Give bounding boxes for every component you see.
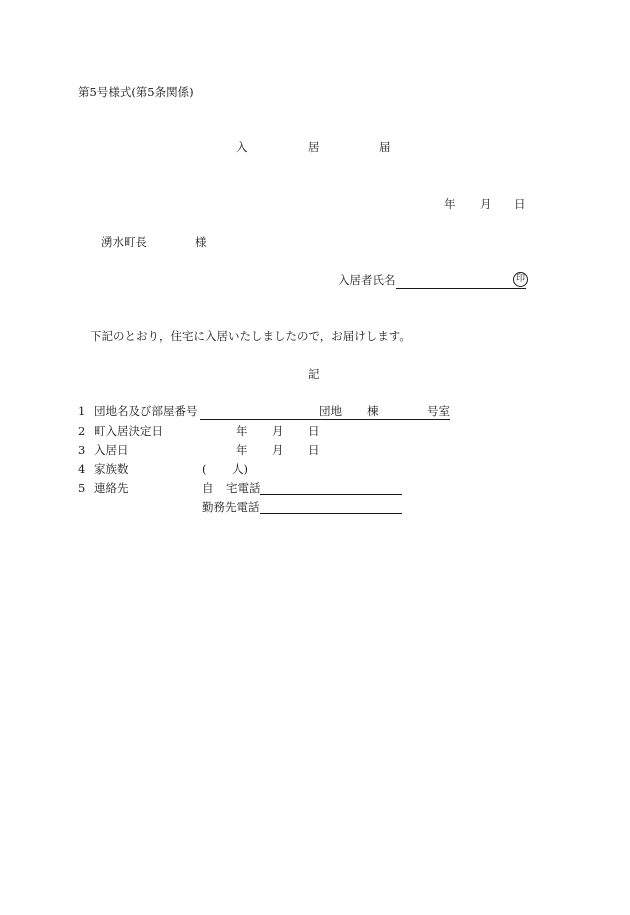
item-2-day: 日	[308, 424, 320, 438]
item-1-number: 1	[78, 404, 86, 418]
item-3-year: 年	[236, 443, 248, 457]
ki-heading: 記	[308, 367, 320, 381]
addressee-honorific: 様	[195, 235, 207, 249]
item-2-number: 2	[78, 424, 86, 438]
work-phone-label: 勤務先電話	[202, 500, 260, 514]
danchi-name-field[interactable]	[200, 404, 318, 419]
item-1-danchi: 団地	[319, 404, 342, 418]
item-1-goshitsu: 号室	[427, 404, 450, 418]
family-count-field[interactable]	[210, 462, 230, 477]
item-2-label: 町入居決定日	[94, 424, 163, 438]
applicant-name-label: 入居者氏名	[338, 273, 396, 287]
item-5-label: 連絡先	[94, 481, 129, 495]
date-day-label: 日	[514, 197, 526, 211]
room-number-field[interactable]	[380, 404, 426, 419]
item-1-underline	[200, 419, 450, 420]
addressee-name: 湧水町長	[101, 235, 147, 249]
item-4-unit: 人)	[232, 462, 248, 476]
item-4-open-paren: (	[202, 462, 207, 476]
item-3-day: 日	[308, 443, 320, 457]
form-number: 第5号様式(第5条関係)	[78, 85, 194, 99]
home-phone-label-b: 宅電話	[226, 481, 261, 495]
item-3-number: 3	[78, 443, 86, 457]
title-char-3: 届	[379, 140, 391, 154]
applicant-name-field[interactable]	[396, 288, 526, 289]
seal-mark: 印	[513, 272, 528, 287]
date-month-label: 月	[480, 197, 492, 211]
item-2-month: 月	[272, 424, 284, 438]
item-3-month: 月	[272, 443, 284, 457]
home-phone-field[interactable]	[260, 494, 402, 495]
home-phone-label-a: 自	[202, 481, 214, 495]
work-phone-field[interactable]	[260, 513, 402, 514]
item-3-label: 入居日	[94, 443, 129, 457]
item-4-label: 家族数	[94, 462, 129, 476]
item-2-year: 年	[236, 424, 248, 438]
item-5-number: 5	[78, 481, 86, 495]
title-char-1: 入	[236, 140, 248, 154]
item-4-number: 4	[78, 462, 86, 476]
item-1-label: 団地名及び部屋番号	[94, 404, 198, 418]
title-char-2: 居	[308, 140, 320, 154]
building-number-field[interactable]	[344, 404, 366, 419]
date-year-label: 年	[444, 197, 456, 211]
body-text: 下記のとおり，住宅に入居いたしましたので，お届けします。	[90, 329, 411, 343]
item-1-mune: 棟	[367, 404, 379, 418]
